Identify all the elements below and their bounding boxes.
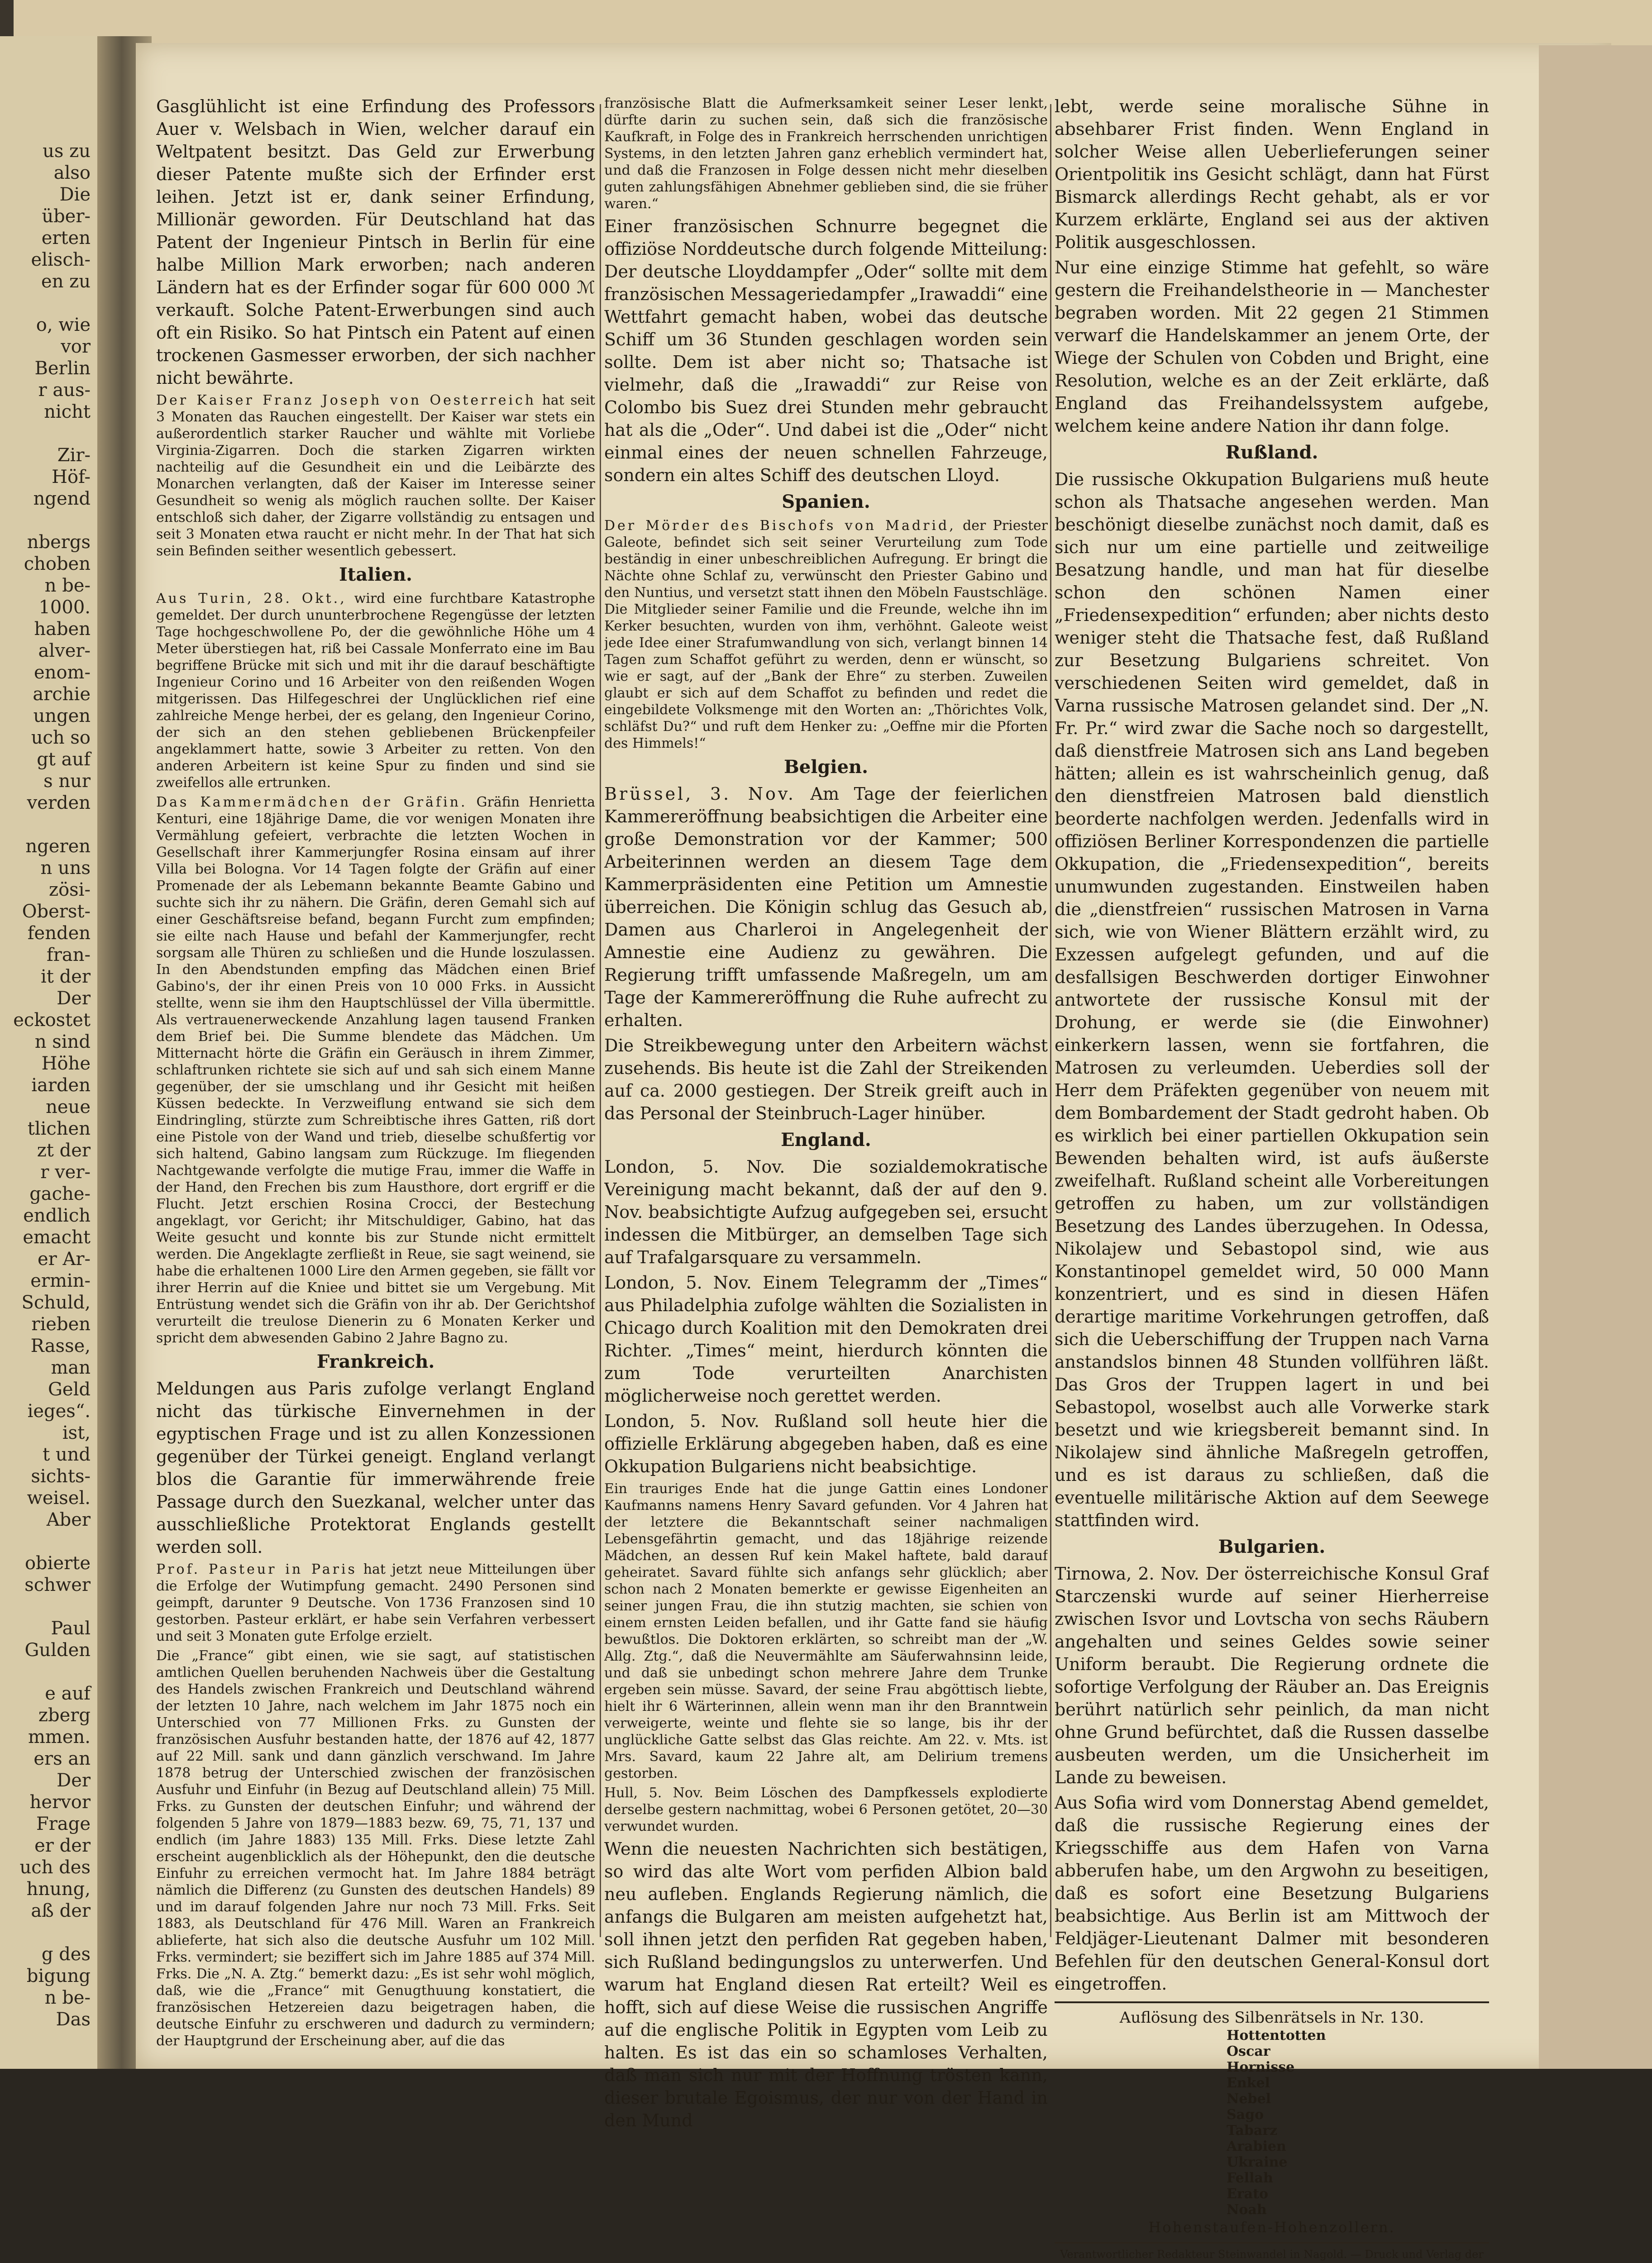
left-fragment-line: er der: [34, 1835, 91, 1856]
left-fragment-line: Der: [57, 1770, 91, 1791]
left-fragment-line: sichts-: [31, 1466, 91, 1487]
left-fragment-line: archie: [33, 684, 91, 705]
puzzle-word: Oscar: [1227, 2043, 1270, 2059]
left-fragment-line: weisel.: [27, 1488, 91, 1509]
bruessel-dateline: Brüssel, 3. Nov.: [604, 784, 796, 804]
kaiser-text: hat seit 3 Monaten das Rauchen eingestellt. Der Kaiser war stets ein außerordentlich starker Raucher und wählte mit Vorliebe Virginia-Zigarren. Doch die starken Zigarren wirkten nachteilig auf die Gesundheit ein und die Leibärzte des Monarchen verlangten, daß der Kaiser im Interesse seiner Gesundheit so wenig als möglich rauchen sollte. Der Kaiser entschloß sich daher, der Zigarre vollständig zu entsagen und seit 3 Monaten etwa raucht er nicht mehr. In der That hat sich sein Befinden seither wesentlich gebessert.: [156, 392, 595, 559]
left-fragment-line: Aber: [46, 1509, 91, 1530]
puzzle-word: Arabien: [1227, 2139, 1286, 2154]
imprint: Verantwortlicher Redakteur Steinwandel in Nagold. — Druck und Verlag der: [1055, 2242, 1489, 2263]
left-fragment-line: choben: [24, 554, 91, 574]
left-fragment-line: nbergs: [27, 532, 91, 553]
turin-dateline: Aus Turin, 28. Okt.,: [156, 591, 347, 606]
left-fragment-line: ers an: [33, 1748, 91, 1769]
left-fragment-line: ungen: [33, 706, 91, 726]
puzzle-word: Nebel: [1227, 2091, 1271, 2107]
left-fragment-line: über-: [42, 206, 91, 227]
left-fragment-line: endlich: [23, 1205, 91, 1226]
article-freihandel: Nur eine einzige Stimme hat gefehlt, so wäre gestern die Freihandelstheorie in — Manchester begraben worden. Mit 22 gegen 21 Stimmen verwarf die Handelskammer an jenem Orte, der Wiege der Schulen von Cobden und Bright, eine Resolution, welche es an der Zeit erklärte, daß England das Freihandelssystem aufgebe, welchem keine andere Nation ihr dann folge.: [1055, 258, 1489, 436]
article-turin: [156, 590, 595, 791]
left-fragment-line: Gulden: [24, 1640, 91, 1661]
article-london-3: London, 5. Nov. Rußland soll heute hier die offizielle Erklärung abgegeben haben, daß es eine Okkupation Bulgariens nicht beabsichtige.: [604, 1411, 1048, 1476]
left-fragment-line: emacht: [23, 1227, 91, 1248]
left-fragment-line: Zir-: [57, 445, 91, 466]
article-savard: Ein trauriges Ende hat die junge Gattin eines Londoner Kaufmanns namens Henry Savard gefunden. Vor 4 Jahren hat der letztere die Bekanntschaft seiner nachmaligen Lebensgefährtin gemacht, und das 18jährige reizende Mädchen, an dessen Ruf kein Makel haftete, bald darauf geheiratet. Savard fühlte sich anfangs sehr glücklich; aber schon nach 2 Monaten bemerkte er gewisse Eigenheiten an seiner jungen Frau, die ihn stutzig machten, sie schien von einem ernsten Leiden befallen, und ihr Gatte fand sie häufig bewußtlos. Die Doktoren erklärten, so schreibt man der „W. Allg. Ztg.“, daß die Neuvermählte am Säuferwahnsinn leide, und daß sie unbedingt schon mehrere Jahre dem Trunke ergeben sein müsse. Savard, der seine Frau abgöttisch liebte, hielt ihr 6 Wärterinnen, allein wenn man ihr den Branntwein verweigerte, weinte und flehte sie so lange, bis ihr der unglückliche Gatte selbst das Glas reichte. Am 22. v. Mts. ist Mrs. Savard, kaum 22 Jahre alt, am Delirium tremens gestorben.: [604, 1481, 1048, 1781]
left-fragment-line: n sind: [34, 1031, 91, 1052]
kaiser-title: Der Kaiser Franz Joseph von Oesterreich: [156, 392, 536, 408]
article-hull: Hull, 5. Nov. Beim Löschen des Dampfkessels explodierte derselbe gestern nachmittag, wobei 6 Personen getötet, 20—30 verwundet wurden.: [604, 1785, 1048, 1834]
article-gasgluehlicht: Gasglühlicht ist eine Erfindung des Professors Auer v. Welsbach in Wien, welcher darauf ein Weltpatent besitzt. Das Geld zur Erwerbung dieser Patente mußte sich der Erfinder erst leihen. Jetzt ist er, dank seiner Erfindung, Millionär geworden. Für Deutschland hat das Patent der Ingenieur Pintsch in Berlin für eine halbe Million Mark erworben; nach anderen Ländern hat es der Erfinder sogar für 600 000 ℳ verkauft. Solche Patent-Erwerbungen sind auch oft ein Risiko. So hat Pintsch ein Patent auf einen trockenen Gasmesser erworben, der sich nachher nicht bewährte.: [156, 96, 595, 388]
left-fragment-line: elisch-: [31, 249, 91, 270]
puzzle-word: Tabarz: [1227, 2123, 1278, 2139]
heading-england: England.: [781, 1129, 871, 1151]
left-fragment-line: it der: [41, 966, 91, 987]
article-sofia: Aus Sofia wird vom Donnerstag Abend gemeldet, daß die russische Regierung eines der Kriegsschiffe aus dem Hafen von Varna abberufen habe, um den Argwohn zu beseitigen, daß es sofort eine Besetzung Bulgariens beabsichtige. Aus Berlin ist am Mittwoch der Feldjäger-Lieutenant Dalmer mit besonderen Befehlen für den deutschen General-Konsul dort eingetroffen.: [1055, 1793, 1489, 1994]
heading-belgien: Belgien.: [783, 756, 869, 778]
turin-text: wird eine furchtbare Katastrophe gemeldet. Der durch ununterbrochene Regengüsse der letzten Tage hochgeschwollene Po, der die gewöhnliche Höhe um 4 Meter überstiegen hat, riß bei Cassale Monferrato eine im Bau begriffene Brücke mit sich und mit ihr die darauf beschäftigte Ingenieur Corino und 16 Arbeiter von den reißenden Wogen mitgerissen. Das Hilfegeschrei der Unglücklichen rief eine zahlreiche Menge herbei, der es gelang, den Ingenieur Corino, der sich an den stehen gebliebenen Brückenpfeiler angeklammert hatte, sowie 3 Arbeiter zu retten. Von den anderen Arbeitern ist keine Spur zu finden und sind sie zweifellos alle ertrunken.: [156, 591, 595, 791]
madrid-title: Der Mörder des Bischofs von Madrid,: [604, 518, 956, 534]
column-1: [156, 95, 595, 2052]
puzzle-word-list: [1055, 2028, 1489, 2218]
left-fragment-line: hnung,: [26, 1879, 91, 1900]
article-france-trade: Die „France“ gibt einen, wie sie sagt, auf statistischen amtlichen Quellen beruhenden Nachweis über die Gestaltung des Handels zwischen Frankreich und Deutschland während der letzten 10 Jahre, nach welchem im Jahr 1875 noch ein Unterschied von 77 Millionen Frks. zu Gunsten der französischen Ausfuhr bestanden hatte, der 1876 auf 42, 1877 auf 22 Mill. sank und dann gänzlich verschwand. Im Jahre 1878 betrug der Unterschied zwischen der französischen Ausfuhr und Einfuhr (in Bezug auf Deutschland allein) 75 Mill. Frks. zu Gunsten der deutschen Einfuhr; und während der folgenden 5 Jahre von 1879—1883 bezw. 69, 75, 71, 137 und endlich (im Jahre 1883) 135 Mill. Frks. Diese letzte Zahl erscheint augenblicklich als der Höhepunkt, den die deutsche Einfuhr zu erreichen vermocht hat. Im Jahre 1884 beträgt nämlich die Differenz (zu Gunsten des deutschen Handels) 89 und im darauf folgenden Jahre nur noch 73 Mill. Frks. Seit 1883, als Deutschland für 476 Mill. Waren an Frankreich ablieferte, hat sich also die deutsche Ausfuhr um 102 Mill. Frks. vermindert; sie beziffert sich im Jahre 1885 auf 374 Mill. Frks. Die „N. A. Ztg.“ bemerkt dazu: „Es ist sehr wohl möglich, daß, wie die „France“ mit Genugthuung konstatiert, die französischen Hetzereien dazu beigetragen haben, die deutsche Einfuhr zu erschweren und dadurch zu vermindern; der Hauptgrund der Erscheinung aber, auf die das: [156, 1648, 595, 2049]
article-madrid: [604, 517, 1048, 752]
left-fragment-line: enom-: [34, 662, 91, 683]
puzzle-word: Hottentotten: [1227, 2028, 1326, 2043]
left-fragment-line: n be-: [44, 1987, 91, 2008]
left-fragment-line: verden: [27, 793, 91, 813]
puzzle-word: Erato: [1227, 2186, 1268, 2202]
article-russland: Die russische Okkupation Bulgariens muß heute schon als Thatsache angesehen werden. Man beschönigt dieselbe zunächst noch damit, daß es sich nur um eine partielle und zeitweilige Besatzung handle, und man hat für dieselbe schon den schönen Namen einer „Friedensexpedition“ erfunden; aber nichts desto weniger steht die Thatsache fest, daß Rußland zur Besetzung Bulgariens schreitet. Von verschiedenen Seiten wird gemeldet, daß in Varna russische Matrosen gelandet sind. Der „N. Fr. Pr.“ wird zwar die Sache noch so dargestellt, daß dienstfreie Matrosen sich ans Land begeben hätten; allein es ist wahrscheinlich genug, daß den dienstfreien Matrosen bald dienstlich beorderte nachfolgen werden. Jedenfalls wird in offiziösen Berliner Korrespondenzen die partielle Okkupation, die „Friedensexpedition“, bereits unumwunden zugestanden. Einstweilen haben die „dienstfreien“ russischen Matrosen in Varna sich, wie von Wiener Blättern erzählt wird, zu Exzessen aufgelegt gefunden, und auf die desfallsigen Beschwerden dortiger Einwohner antwortete der russische Konsul mit der Drohung, er werde sie (die Einwohner) einkerkern lassen, wenn sie fortfahren, die Matrosen zu verleumden. Ueberdies soll der Herr dem Präfekten gegenüber von neuem mit dem Bombardement der Stadt gedroht haben. Ob es wirklich bei einer partiellen Okkupation sein Bewenden behalten wird, ist aufs äußerste zweifelhaft. Rußland scheint alle Vorbereitungen getroffen zu haben, um zur vollständigen Besetzung des Landes überzugehen. In Odessa, Nikolajew und Sebastopol sind, wie aus Konstantinopel gemeldet wird, 50 000 Mann konzentriert, und es sind in diesen Häfen derartige maritime Vorkehrungen getroffen, daß sich die Ueberschiffung der Truppen nach Varna anstandslos binnen 48 Stunden vollführen läßt. Das Gros der Truppen lagert in und bei Sebastopol, woselbst auch alle Vorwerke stark besetzt und wie kriegsbereit bemannt sind. In Nikolajew sind ähnliche Maßregeln getroffen, und es ist daraus zu schließen, daß die eventuelle militärische Aktion auf dem Seewege stattfinden wird.: [1055, 469, 1489, 1530]
left-fragment-line: schwer: [24, 1575, 91, 1595]
puzzle-word: Sago: [1227, 2107, 1264, 2123]
heading-russland: Rußland.: [1225, 442, 1318, 463]
left-fragment-line: Paul: [51, 1618, 91, 1639]
left-fragment-line: neue: [46, 1097, 91, 1117]
left-fragment-line: gache-: [29, 1184, 91, 1204]
left-fragment-line: iarden: [31, 1075, 91, 1096]
left-fragment-line: fenden: [27, 923, 91, 944]
left-fragment-line: Die: [59, 184, 91, 205]
left-fragment-line: zberg: [38, 1705, 91, 1726]
left-fragment-line: r aus-: [38, 380, 91, 401]
column-rule: [1050, 104, 1051, 1937]
left-fragment-line: vor: [61, 336, 91, 357]
article-kammermaedchen: [156, 794, 595, 1346]
left-fragment-line: en zu: [41, 271, 91, 292]
kammer-title: Das Kammermädchen der Gräfin.: [156, 794, 468, 810]
left-fragment-line: mmen.: [28, 1727, 91, 1747]
pasteur-title: Prof. Pasteur in Paris: [156, 1561, 357, 1577]
left-fragment-line: Der: [57, 988, 91, 1009]
puzzle-answer: Hohenstaufen-Hohenzollern.: [1148, 2219, 1395, 2236]
left-fragment-line: Das: [56, 2009, 91, 2030]
left-fragment-line: Geld: [48, 1379, 91, 1400]
left-fragment-line: Schuld,: [21, 1292, 91, 1313]
madrid-text: der Priester Galeote, befindet sich seit seiner Verurteilung zum Tode beständig in einer unbeschreiblichen Aufregung. Er bringt die Nächte ohne Schlaf zu, verwünscht den Priester Gabino und den Nuntius, und versetzt statt ihnen den Möbeln Faustschläge. Die Mitglieder seiner Familie und die Freunde, welche ihn im Kerker besuchten, wurden von ihm, verhöhnt. Galeote weist jede Idee einer Strafumwandlung von sich, verlangt binnen 14 Tagen zum Schaffot geführt zu werden, denn er wünscht, so wie er sagt, auf der „Bank der Ehre“ zu sterben. Zuweilen glaubt er sich auf dem Schaffot zu befinden und redet die eingebildete Volksmenge mit den Worten an: „Thörichtes Volk, schläfst Du?“ und ruft dem Henker zu: „Oeffne mir die Pforten des Himmels!“: [604, 518, 1048, 751]
article-continued-3: lebt, werde seine moralische Sühne in absehbarer Frist finden. Wenn England in solcher Weise allen Ueberlieferungen seiner Orientpolitik ins Gesicht schlägt, dann hat Fürst Bismarck allerdings Recht gehabt, als er vor Kurzem erklärte, England sei aus der aktiven Politik ausgeschlossen.: [1055, 96, 1489, 252]
left-fragment-line: nicht: [44, 401, 91, 422]
binding-edge: [1539, 45, 1652, 2069]
left-fragment-line: ermin-: [30, 1270, 91, 1291]
left-fragment-line: also: [53, 162, 91, 183]
article-streik: Die Streikbewegung unter den Arbeitern wächst zusehends. Bis heute ist die Zahl der Streikenden auf ca. 2000 gestiegen. Der Streik greift auch in das Personal der Steinbruch-Lager hinüber.: [604, 1036, 1048, 1123]
heading-frankreich: Frankreich.: [316, 1351, 435, 1372]
left-fragment-line: Höf-: [52, 467, 91, 487]
left-fragment-line: zösi-: [49, 879, 91, 900]
puzzle-title: Auflösung des Silbenrätsels in Nr. 130.: [1119, 2009, 1424, 2027]
left-fragment-line: aß der: [31, 1900, 91, 1921]
left-fragment-line: o, wie: [36, 315, 91, 335]
left-fragment-line: alver-: [38, 640, 91, 661]
article-albion: Wenn die neuesten Nachrichten sich bestätigen, so wird das alte Wort vom perfiden Albion bald neu aufleben. Englands Regierung nämlich, die anfangs die Bulgaren am meisten aufgehetzt hat, soll ihnen jetzt den perfiden Rat gegeben haben, sich Rußland bedingungslos zu unterwerfen. Und warum hat England diesen Rat erteilt? Weil es hofft, sich auf diese Weise die russischen Angriffe auf die englische Politik in Egypten vom Leib zu halten. Es ist das ein so schamloses Verhalten, daß man sich nur mit der Hoffnung trösten kann, dieser brutale Egoismus, der nur von der Hand in den Mund: [604, 1839, 1048, 2130]
left-fragment-line: ieges“.: [27, 1401, 91, 1422]
article-london-1: London, 5. Nov. Die sozialdemokratische Vereinigung macht bekannt, daß der auf den 9. Nov. beabsichtigte Aufzug aufgegeben sei, ersucht indessen die Mitbürger, an demselben Tage sich auf Trafalgarsquare zu versammeln.: [604, 1157, 1048, 1267]
article-kaiser: [156, 392, 595, 559]
left-page-fragment: [0, 36, 97, 2069]
puzzle-word: Fellah: [1227, 2170, 1273, 2186]
heading-italien: Italien.: [339, 564, 412, 585]
heading-spanien: Spanien.: [782, 491, 870, 512]
left-fragment-line: Höhe: [41, 1053, 91, 1074]
article-london-2: London, 5. Nov. Einem Telegramm der „Times“ aus Philadelphia zufolge wählten die Sozialisten in Chicago durch Koalition mit den Demokraten drei Richter. „Times“ meint, hierdurch könnten die zum Tode verurteilten Anarchisten möglicherweise noch gerettet werden.: [604, 1273, 1048, 1406]
left-fragment-line: er Ar-: [37, 1249, 91, 1270]
left-fragment-line: Oberst-: [22, 901, 91, 922]
left-fragment-line: g des: [41, 1944, 91, 1965]
column-rule: [600, 104, 601, 1937]
left-fragment-line: Frage: [36, 1814, 91, 1834]
left-fragment-line: bigung: [26, 1966, 91, 1986]
pasteur-text: hat jetzt neue Mitteilungen über die Erfolge der Wutimpfung gemacht. 2490 Personen sind geimpft, darunter 9 Deutsche. Von 1736 Franzosen sind 10 gestorben. Pasteur erklärt, er habe sein Verfahren verbessert und seit 3 Monaten gute Erfolge erzielt.: [156, 1561, 595, 1644]
left-fragment-line: erten: [41, 228, 91, 248]
kammer-text: Gräfin Henrietta Kenturi, eine 18jährige Dame, die vor wenigen Monaten ihre Vermählung gefeiert, verbrachte die letzten Wochen in Gesellschaft ihrer Kammerjungfer Rosina einsam auf ihrer Villa bei Bologna. Vor 14 Tagen folgte der Gräfin auf einer Promenade der als Lebemann bekannte Beamte Gabino und suchte sich ihr zu nähern. Die Gräfin, deren Gemahl sich auf einer Geschäftsreise befand, begann Furcht zum empfinden; sie eilte nach Hause und befahl der Kammerjungfer, recht sorgsam alle Thüren zu schließen und die Hunde loszulassen. In den Abendstunden empfing das Mädchen einen Brief Gabino's, der ihr einen Preis von 10 000 Frks. in Aussicht stellte, wenn sie ihm den Hauptschlüssel der Villa übermittle. Als vertrauenerweckende Anzahlung lagen tausend Franken dem Brief bei. Die Summe blendete das Mädchen. Um Mitternacht hörte die Gräfin ein Geräusch in ihrem Zimmer, schlaftrunken richtete sie sich auf und sah sich einem Manne gegenüber, der sie umschlang und ihr Gesicht mit heißen Küssen bedeckte. In Verzweiflung entwand sie sich dem Eindringling, stürzte zum Schreibtische ihres Gatten, riß dort eine Pistole von der Wand und trieb, dieselbe schußfertig vor sich haltend, Gabino langsam zum Rückzuge. Im fliegenden Nachtgewande verfolgte die mutige Frau, immer die Waffe in der Hand, den Frechen bis zum Hausthore, dort ergriff er die Flucht. Jetzt erschien Rosina Crocci, der Bestechung angeklagt, vor Gericht; ihr Mitschuldiger, Gabino, hat das Weite gesucht und konnte bis zur Stunde nicht ermittelt werden. Die Angeklagte zerfließt in Reue, sie sagt weinend, sie habe die erhaltenen 1000 Lire den Armen gegeben, sie fällt vor ihrer Herrin auf die Kniee und bittet sie um Vergebung. Mit Entrüstung wendet sich die Gräfin von ihr ab. Der Gerichtshof verurteilt die treulose Dienerin zu 6 Monaten Kerker und spricht dem abwesenden Gabino 2 Jahre Bagno zu.: [156, 794, 595, 1346]
article-continued: französische Blatt die Aufmerksamkeit seiner Leser lenkt, dürfte darin zu suchen sein, daß sich die französische Kaufkraft, in Folge des in Frankreich herrschenden unrichtigen Systems, in den letzten Jahren ganz erheblich vermindert hat, und daß die Franzosen in Folge dessen nicht mehr dieselben guten zahlungsfähigen Abnehmer geblieben sind, die sie früher waren.“: [604, 95, 1048, 212]
left-fragment-line: ngeren: [25, 836, 91, 857]
left-fragment-line: man: [51, 1357, 91, 1378]
left-fragment-line: tlichen: [27, 1118, 91, 1139]
left-fragment-line: ist,: [62, 1423, 91, 1443]
left-fragment-line: fran-: [46, 945, 91, 965]
left-fragment-line: uch so: [31, 727, 91, 748]
left-fragment-line: n be-: [44, 575, 91, 596]
left-fragment-line: t und: [43, 1444, 91, 1465]
article-frankreich: Meldungen aus Paris zufolge verlangt England nicht das türkische Einvernehmen in der egyptischen Frage und ist zu allen Konzessionen gegenüber der Türkei geneigt. England verlangt blos die Garantie für immerwährende freie Passage durch den Suezkanal, welcher unter das ausschließliche Protektorat Englands gestellt werden soll.: [156, 1379, 595, 1557]
article-bruessel: [604, 783, 1048, 1031]
puzzle-word: Noah: [1227, 2202, 1267, 2218]
left-fragment-line: e auf: [45, 1683, 91, 1704]
left-fragment-line: hervor: [29, 1792, 91, 1813]
left-fragment-line: Rasse,: [30, 1336, 91, 1356]
left-fragment-line: gt auf: [37, 749, 91, 770]
article-tirnowa: Tirnowa, 2. Nov. Der österreichische Konsul Graf Starczenski wurde auf seiner Hierherreise zwischen Isvor und Lovtscha von sechs Räubern angehalten und seines Geldes sowie seiner Uniform beraubt. Die Regierung ordnete die sofortige Verfolgung der Räuber an. Das Ereignis berührt natürlich sehr peinlich, da man nicht ohne Grund befürchtet, daß die Russen dasselbe ausbeuten werden, um die Unsicherheit im Lande zu beweisen.: [1055, 1564, 1489, 1787]
puzzle-word: Enkel: [1227, 2075, 1270, 2091]
left-fragment-line: us zu: [43, 141, 91, 162]
left-fragment-line: zt der: [37, 1140, 91, 1161]
bruessel-text: Am Tage der feierlichen Kammereröffnung beabsichtigen die Arbeiter eine große Demonstration vor der Kammer; 500 Arbeiterinnen werden an diesem Tage dem Kammerpräsidenten eine Petition um Amnestie überreichen. Die Königin schlug das Gesuch ab, Damen aus Charleroi in Angelegenheit der Amnestie eine Audienz zu gewähren. Die Regierung trifft umfassende Maßregeln, um am Tage der Kammereröffnung die Ruhe aufrecht zu erhalten.: [604, 784, 1048, 1030]
column-2: [604, 95, 1048, 2134]
left-fragment-line: uch des: [19, 1857, 91, 1878]
left-fragment-line: r ver-: [40, 1162, 91, 1183]
article-schnurre: Einer französischen Schnurre begegnet die offiziöse Norddeutsche durch folgende Mitteilung: Der deutsche Lloyddampfer „Oder“ sollte mit dem französischen Messageriedampfer „Irawaddi“ eine Wettfahrt gemacht haben, wobei das deutsche Schiff um 36 Stunden geschlagen worden sein sollte. Dem ist aber nicht so; Thatsache ist vielmehr, daß die „Irawaddi“ zur Reise von Colombo bis Suez drei Stunden mehr gebraucht hat als die „Oder“. Und dabei ist die „Oder“ nicht einmal eines der neuen schnellen Fahrzeuge, sondern ein altes Schiff des deutschen Lloyd.: [604, 216, 1048, 485]
puzzle-word: Ukraine: [1227, 2154, 1288, 2170]
puzzle-solution-box: [1055, 2001, 1489, 2237]
left-fragment-line: Berlin: [34, 358, 91, 379]
left-fragment-line: obierte: [24, 1553, 91, 1574]
left-fragment-line: ngend: [33, 488, 91, 509]
article-pasteur: [156, 1561, 595, 1645]
column-3: [1055, 95, 1489, 2263]
left-fragment-line: eckostet: [13, 1010, 91, 1031]
left-fragment-line: s nur: [43, 771, 91, 792]
puzzle-word: Hornisse: [1227, 2059, 1295, 2075]
left-fragment-line: 1000.: [38, 597, 91, 618]
left-fragment-line: rieben: [31, 1314, 91, 1335]
left-fragment-line: haben: [34, 619, 91, 640]
left-fragment-line: n uns: [40, 858, 91, 878]
heading-bulgarien: Bulgarien.: [1218, 1536, 1326, 1557]
